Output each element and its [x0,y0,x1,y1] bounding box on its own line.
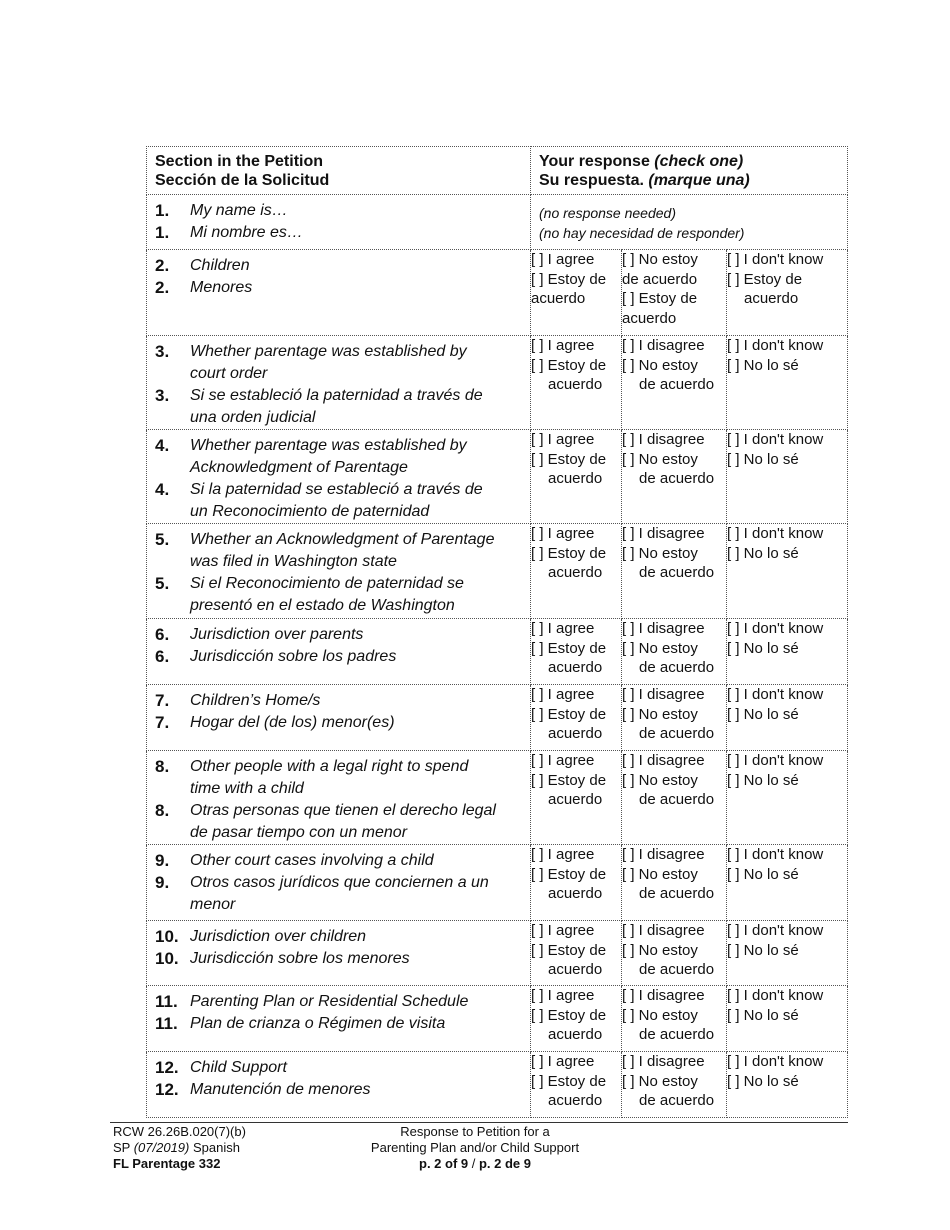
footer-title-2: Parenting Plan and/or Child Support [370,1140,580,1155]
section-label-en: Whether an Acknowledgment of Parentage was filed in Washington state [190,531,495,570]
section-label-es: Manutención de menores [190,1081,371,1098]
section-cell [147,250,531,336]
section-label-es: Jurisdicción sobre los padres [190,648,397,665]
header-section-cell [147,147,531,195]
agree-option[interactable]: [ ] I agree [ ] Estoy de acuerdo [531,986,622,1052]
item-number: 8. [155,757,170,776]
no-response-es: (no hay necesidad de responder) [539,225,745,241]
no-response-cell [531,195,848,250]
agree-option[interactable]: [ ] I agree [ ] Estoy de acuerdo [531,1052,622,1118]
footer-sp: SP (07/2019) Spanish [113,1140,240,1155]
footer-rcw: RCW 26.26B.020(7)(b) [113,1124,246,1139]
table-row [147,751,848,845]
dont-know-option[interactable]: [ ] I don't know [ ] No lo sé [727,921,848,986]
section-label-es: Si el Reconocimiento de paternidad se presentó en el estado de Washington [190,575,464,614]
header-response-cell [531,147,848,195]
agree-option[interactable]: [ ] I agree [ ] Estoy de acuerdo [531,619,622,685]
table-row [147,336,848,430]
table-row [147,195,848,250]
disagree-option[interactable]: [ ] I disagree [ ] No estoy de acuerdo [622,751,727,845]
header-section-es: Sección de la Solicitud [155,172,330,189]
section-label-en: Children’s Home/s [190,692,321,709]
footer-divider [110,1122,848,1123]
dont-know-option[interactable]: [ ] I don't know [ ] Estoy de acuerdo [727,250,848,336]
agree-option[interactable]: [ ] I agree [ ] Estoy de acuerdo [531,685,622,751]
table-row [147,921,848,986]
item-number: 6. [155,625,170,644]
item-number: 5. [155,530,170,549]
agree-option[interactable]: [ ] I agree [ ] Estoy de acuerdo [531,430,622,524]
table-row [147,430,848,524]
section-label-es: Plan de crianza o Régimen de visita [190,1015,446,1032]
no-response-en: (no response needed) [539,205,676,221]
section-label-es: Si se estableció la paternidad a través de una orden judicial [190,387,483,426]
section-cell [147,751,531,845]
disagree-option[interactable]: [ ] I disagree [ ] No estoy de acuerdo [622,921,727,986]
item-number: 7. [155,691,170,710]
section-label-es: Jurisdicción sobre los menores [190,950,410,967]
section-label-es: Hogar del (de los) menor(es) [190,714,395,731]
section-label-es: Menores [190,279,253,296]
item-number: 11. [155,1014,178,1033]
section-cell [147,986,531,1052]
dont-know-option[interactable]: [ ] I don't know [ ] No lo sé [727,336,848,430]
section-label-en: Children [190,257,250,274]
dont-know-option[interactable]: [ ] I don't know [ ] No lo sé [727,1052,848,1118]
section-cell [147,845,531,921]
item-number: 7. [155,713,170,732]
disagree-option[interactable]: [ ] I disagree [ ] No estoy de acuerdo [622,1052,727,1118]
agree-option[interactable]: [ ] I agree [ ] Estoy de acuerdo [531,921,622,986]
section-label-es: Si la paternidad se estableció a través de un Reconocimiento de paternidad [190,481,483,520]
item-number: 1. [155,223,170,242]
header-response-es: Su respuesta. (marque una) [539,172,750,189]
item-number: 5. [155,574,170,593]
table-row [147,524,848,619]
item-number: 2. [155,256,170,275]
header-response-en: Your response (check one) [539,153,744,170]
footer-page-number: p. 2 of 9 / p. 2 de 9 [419,1156,531,1171]
section-label-en: Whether parentage was established by Acknowledgment of Parentage [190,437,467,476]
footer-title-1: Response to Petition for a [400,1124,550,1139]
disagree-option[interactable]: [ ] I disagree [ ] No estoy de acuerdo [622,524,727,619]
table-row [147,685,848,751]
section-label-es: Otros casos jurídicos que conciernen a un menor [190,874,489,913]
section-label-en: Parenting Plan or Residential Schedule [190,993,469,1010]
dont-know-option[interactable]: [ ] I don't know [ ] No lo sé [727,524,848,619]
agree-option[interactable]: [ ] I agree [ ] Estoy de acuerdo [531,250,622,336]
footer-left [113,1124,246,1172]
item-number: 4. [155,480,170,499]
section-cell [147,921,531,986]
section-label-en: My name is… [190,202,288,219]
table-row [147,845,848,921]
dont-know-option[interactable]: [ ] I don't know [ ] No lo sé [727,430,848,524]
agree-option[interactable]: [ ] I agree [ ] Estoy de acuerdo [531,751,622,845]
dont-know-option[interactable]: [ ] I don't know [ ] No lo sé [727,685,848,751]
item-number: 2. [155,278,170,297]
agree-option[interactable]: [ ] I agree [ ] Estoy de acuerdo [531,845,622,921]
agree-option[interactable]: [ ] I agree [ ] Estoy de acuerdo [531,336,622,430]
footer-center [300,1124,650,1172]
item-number: 6. [155,647,170,666]
header-section-en: Section in the Petition [155,153,324,170]
section-cell [147,685,531,751]
section-label-es: Otras personas que tienen el derecho legal de pasar tiempo con un menor [190,802,496,841]
section-cell [147,195,531,250]
disagree-option[interactable]: [ ] I disagree [ ] No estoy de acuerdo [622,685,727,751]
disagree-option[interactable]: [ ] I disagree [ ] No estoy de acuerdo [622,845,727,921]
footer-form-id: FL Parentage 332 [113,1156,221,1171]
table-row [147,250,848,336]
section-label-en: Jurisdiction over parents [190,626,364,643]
response-form-table [146,146,848,1118]
item-number: 9. [155,851,170,870]
item-number: 10. [155,949,179,968]
section-cell [147,524,531,619]
section-cell [147,336,531,430]
disagree-option[interactable]: [ ] I disagree [ ] No estoy de acuerdo [622,336,727,430]
disagree-option[interactable]: [ ] No estoy de acuerdo [ ] Estoy de acuerdo [622,250,727,336]
item-number: 3. [155,386,170,405]
table-row [147,619,848,685]
dont-know-option[interactable]: [ ] I don't know [ ] No lo sé [727,845,848,921]
section-cell [147,430,531,524]
dont-know-option[interactable]: [ ] I don't know [ ] No lo sé [727,751,848,845]
item-number: 12. [155,1058,179,1077]
item-number: 11. [155,992,178,1011]
disagree-option[interactable]: [ ] I disagree [ ] No estoy de acuerdo [622,430,727,524]
dont-know-option[interactable]: [ ] I don't know [ ] No lo sé [727,619,848,685]
section-label-en: Other court cases involving a child [190,852,434,869]
section-cell [147,619,531,685]
agree-option[interactable]: [ ] I agree [ ] Estoy de acuerdo [531,524,622,619]
section-label-en: Whether parentage was established by court order [190,343,467,382]
table-header-row [147,147,848,195]
table-row [147,1052,848,1118]
dont-know-option[interactable]: [ ] I don't know [ ] No lo sé [727,986,848,1052]
section-label-es: Mi nombre es… [190,224,303,241]
item-number: 3. [155,342,170,361]
disagree-option[interactable]: [ ] I disagree [ ] No estoy de acuerdo [622,619,727,685]
section-label-en: Other people with a legal right to spend time with a child [190,758,469,797]
section-label-en: Jurisdiction over children [190,928,367,945]
table-row [147,986,848,1052]
item-number: 9. [155,873,170,892]
item-number: 4. [155,436,170,455]
disagree-option[interactable]: [ ] I disagree [ ] No estoy de acuerdo [622,986,727,1052]
item-number: 12. [155,1080,179,1099]
section-cell [147,1052,531,1118]
item-number: 10. [155,927,179,946]
item-number: 1. [155,201,170,220]
section-label-en: Child Support [190,1059,287,1076]
item-number: 8. [155,801,170,820]
